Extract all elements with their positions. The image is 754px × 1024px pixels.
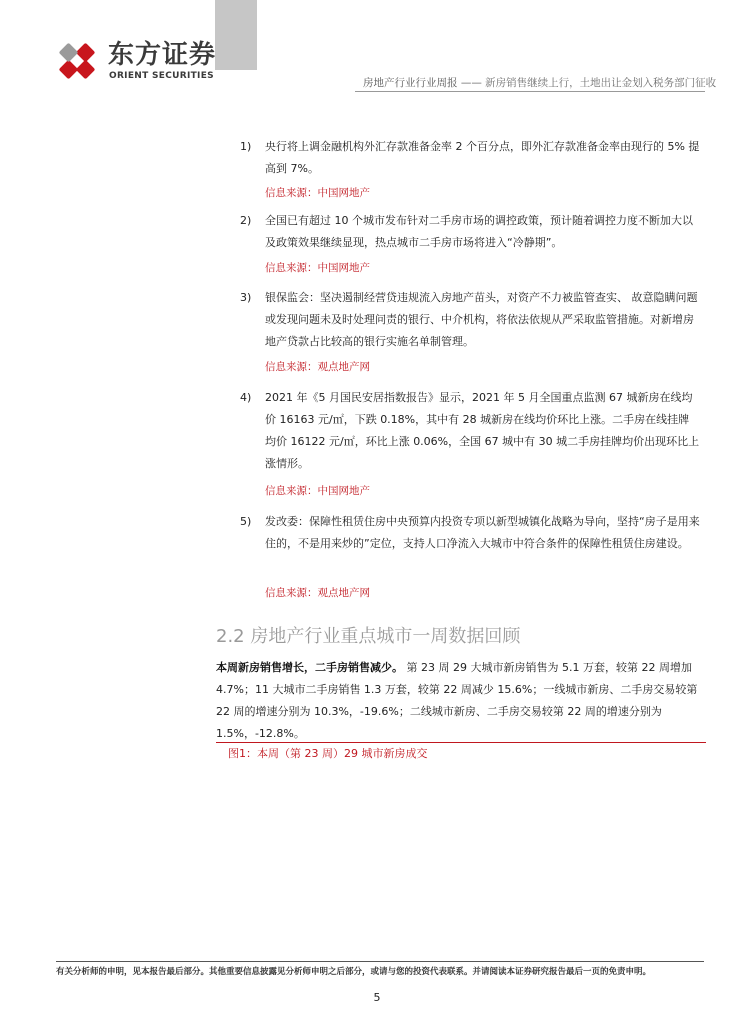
figure-caption: 图1：本周（第 23 周）29 城市新房成交 <box>228 747 428 760</box>
logo-english-name: ORIENT SECURITIES <box>109 71 214 81</box>
news-item-source: 信息来源：观点地产网 <box>265 587 370 599</box>
news-item-source: 信息来源：中国网地产 <box>265 187 370 199</box>
news-item-text: 2021 年《5 月国民安居指数报告》显示，2021 年 5 月全国重点监测 67 城新房在线均价 16163 元/㎡，下跌 0.18%，其中有 28 城新房在线均价环比上涨。二手房在线挂牌均价 16122 元/㎡，环比上涨 0.06%，全国 67 城中有 30 城二手房挂牌均价出现环比上涨情形。 <box>265 391 700 470</box>
news-item-source: 信息来源：观点地产网 <box>265 361 370 373</box>
page-number: 5 <box>373 991 381 1004</box>
news-item-source: 信息来源：中国网地产 <box>265 485 370 497</box>
news-item-number: 1) <box>240 140 252 153</box>
report-subtitle: —— 新房销售继续上行，土地出让金划入税务部门征收 <box>460 77 717 89</box>
figure-divider <box>216 742 706 743</box>
header-divider <box>355 91 705 92</box>
news-item-number: 5) <box>240 515 252 528</box>
paragraph-body: 第 23 周 29 大城市新房销售为 5.1 万套，较第 22 周增加 4.7%；11 大城市二手房销售 1.3 万套，较第 22 周减少 15.6%；一线城市新房、二手房交易较第 22 周的增速分别为 10.3%，-19.6%；二线城市新房、二手房交易较第 22 周的增速分别为 1.5%，-12.8%。 <box>216 661 698 740</box>
footer-divider <box>56 961 704 962</box>
paragraph-lead: 本周新房销售增长，二手房销售减少。 <box>216 661 403 674</box>
orient-logo-icon <box>56 40 98 82</box>
header-gray-bar <box>215 0 257 70</box>
report-header <box>363 76 717 90</box>
section-title: 2.2 房地产行业重点城市一周数据回顾 <box>216 626 521 647</box>
news-item-text: 央行将上调金融机构外汇存款准备金率 2 个百分点，即外汇存款准备金率由现行的 5% 提高到 7%。 <box>265 140 700 175</box>
news-item-text: 全国已有超过 10 个城市发布针对二手房市场的调控政策，预计随着调控力度不断加大以及政策效果继续显现，热点城市二手房市场将进入“冷静期”。 <box>265 214 693 249</box>
news-item-text: 银保监会：坚决遏制经营贷违规流入房地产苗头，对资产不力被监管查实、 故意隐瞒问题或发现问题未及时处理问责的银行、中介机构，将依法依规从严采取监管措施。对新增房地产贷款占比较高的银行实施名单制管理。 <box>265 291 698 348</box>
report-title: 房地产行业行业周报 <box>363 77 458 89</box>
news-item-text: 发改委：保障性租赁住房中央预算内投资专项以新型城镇化战略为导向，坚持“房子是用来住的，不是用来炒的”定位，支持人口净流入大城市中符合条件的保障性租赁住房建设。 <box>265 515 700 550</box>
news-item-source: 信息来源：中国网地产 <box>265 262 370 274</box>
logo-chinese-name: 东方证券 <box>108 40 217 70</box>
footer-disclaimer: 有关分析师的申明，见本报告最后部分。其他重要信息披露见分析师申明之后部分，或请与您的投资代表联系。并请阅读本证券研究报告最后一页的免责申明。 <box>56 967 652 977</box>
news-item-number: 4) <box>240 391 252 404</box>
news-item-number: 2) <box>240 214 252 227</box>
section-paragraph <box>216 657 703 745</box>
news-item-number: 3) <box>240 291 252 304</box>
